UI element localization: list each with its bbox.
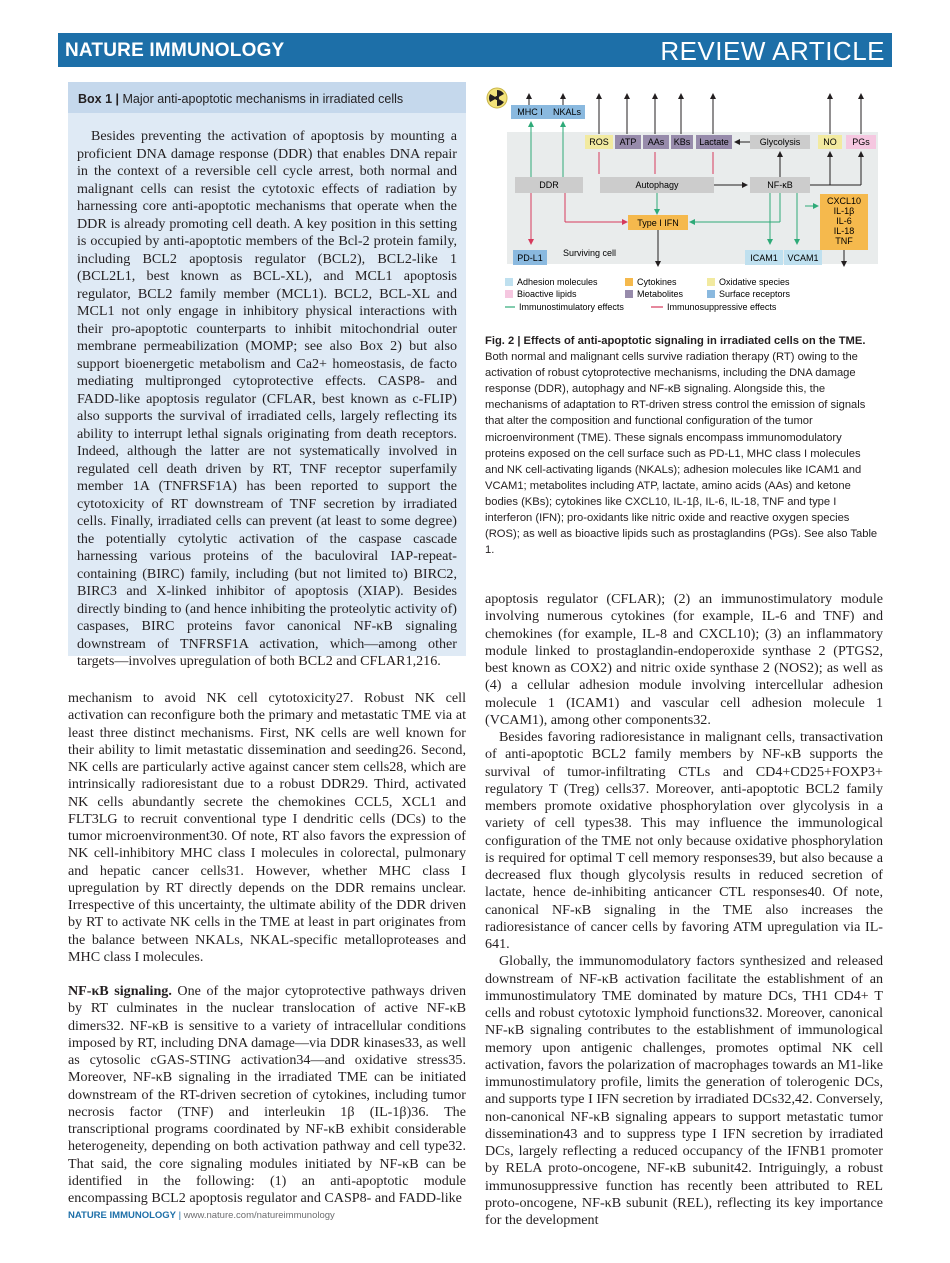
label-lactate: Lactate xyxy=(699,137,729,147)
journal-name: NATURE IMMUNOLOGY xyxy=(65,40,285,61)
footer-separator: | xyxy=(176,1210,184,1221)
box-1-title xyxy=(68,82,466,113)
right-column xyxy=(485,591,883,1229)
label-vcam1: VCAM1 xyxy=(787,253,819,263)
label-ddr: DDR xyxy=(539,180,559,190)
caption-label: Fig. 2 | Effects of anti-apoptotic signaling in irradiated cells on the TME. xyxy=(485,335,866,347)
box-1 xyxy=(68,82,466,669)
label-icam1: ICAM1 xyxy=(750,253,778,263)
label-pd-l1: PD-L1 xyxy=(517,253,543,263)
label-tnf: TNF xyxy=(835,236,853,246)
label-autophagy: Autophagy xyxy=(635,180,679,190)
label-cxcl10: CXCL10 xyxy=(826,196,862,206)
label-il1b: IL-1β xyxy=(833,206,855,216)
label-nkal: NKALs xyxy=(552,107,582,117)
label-mhc: MHC I xyxy=(517,107,543,117)
label-aas: AAs xyxy=(647,137,665,147)
label-kbs: KBs xyxy=(673,137,691,147)
label-il6: IL-6 xyxy=(836,216,852,226)
figure-legend xyxy=(505,277,791,312)
figure-2-caption xyxy=(485,333,880,558)
footer-journal: NATURE IMMUNOLOGY xyxy=(68,1210,177,1221)
box-1-body: Besides preventing the activation of apoptosis by mounting a proficient DNA damage response (DDR) that enables DNA repair in the context of a reversible cell cycle arrest, both normal and malignant cells can resist the cytotoxic effects of radiation by harnessing core anti-apoptotic mechanisms that operate when the DDR is already promoting cell death. A key position in this setting is occupied by anti-apoptotic members of the Bcl-2 protein family, including BCL2 apoptosis regulator (BCL2), BCL2-like 1 (BCL2L1, best known as BCL-XL), and MCL1 apoptosis regulator, BCL2 family member (MCL1). BCL2, BCL-XL and MCL1 not only engage in inhibitory physical interactions with their pro-apoptotic counterparts to inhibit mitochondrial outer membrane permeabilization (MOMP; see also Box 2) but also support bioenergetic metabolism and Ca2+ homeostasis, de facto mediating multipronged cytoprotective effects. CASP8- and FADD-like apoptosis regulator (CFLAR, best known as c-FLIP) also supports the survival of irradiated cells, largely reflecting its ability to interrupt lethal signals originating from death receptors. Indeed, although the latter are not systematically involved in regulated cell death driven by RT, TNF receptor superfamily member 1A (TNFRSF1A) has been reported to support the cytotoxicity of RT downstream of TNF secretion by irradiated cells. Finally, irradiated cells can prevent (at least to some degree) the potentially cytolytic activation of the caspase cascade harnessing various proteins of the baculoviral IAP-repeat-containing (BIRC) family, including (but not limited to) BIRC2, BIRC3 and X-linked inhibitor of apoptosis (XIAP). Besides directly binding to (and hence inhibiting the proteolytic activity of) caspases, BIRC proteins favor canonical NF-κB signaling downstream of TNFRSF1A activation, which—among other targets—involves upregulation of both BCL2 and CFLAR1,216. xyxy=(77,128,457,669)
footer-url[interactable]: www.nature.com/natureimmunology xyxy=(183,1210,335,1221)
legend-supp: Immunosuppressive effects xyxy=(667,302,777,312)
legend-metabolites: Metabolites xyxy=(637,289,684,299)
legend-receptors: Surface receptors xyxy=(719,289,791,299)
left-column xyxy=(68,690,466,1207)
label-atp: ATP xyxy=(619,137,637,147)
figure-2-diagram xyxy=(485,86,880,318)
legend-stim: Immunostimulatory effects xyxy=(519,302,624,312)
label-surviving-cell: Surviving cell xyxy=(563,248,617,258)
label-type-i-ifn: Type I IFN xyxy=(637,218,679,228)
journal-header-bar xyxy=(58,33,892,67)
left-paragraph-2 xyxy=(68,983,466,1207)
section-heading-nfkb: NF-κB signaling. xyxy=(68,983,172,999)
left-paragraph-1: mechanism to avoid NK cell cytotoxicity27. Robust NK cell activation can reconfigure both the primary and metastatic TME via at least three distinct mechanisms. First, NK cells are well known for their ability to limit metastatic dissemination and seeding26. Second, NK cells are particularly active against cancer stem cells28, which are intrinsically radioresistant due to a robust DDR29. Third, activated NK cells abundantly secrete the chemokines CCL5, XCL1 and FLT3LG to recruit conventional type I dendritic cells (DCs) to the tumor microenvironment30. Of note, RT also favors the expression of NK cell-inhibitory MHC class I molecules in colorectal, pulmonary and hepatic cancer cells31. However, whether MHC class I upregulation by RT directly depends on the DDR remains unclear. Irrespective of this uncertainty, the ultimate ability of the DDR driven by RT to activate NK cells in the TME at least in part originates from the balance between NKALs, NKAL-specific metalloproteases and MHC class I molecules. xyxy=(68,690,466,965)
box-1-label: Box 1 | xyxy=(78,92,120,106)
left-paragraph-2-text: One of the major cytoprotective pathways driven by RT culminates in the nuclear translocation of active NF-κB dimers32. NF-κB is sensitive to a variety of intracellular conditions imposed by RT, including DNA damage—via DDR kinases33, as well as cytosolic cGAS-STING activation34—and oxidative stress35. Moreover, NF-κB signaling in the irradiated TME can be initiated downstream of the RT-driven secretion of cytokines, including tumor necrosis factor (TNF) and interleukin 1β (IL-1β)36. The transcriptional programs coordinated by NF-κB exhibit considerable heterogeneity, depending on both activation pathway and cell type32. That said, the core signaling modules initiated by NF-κB can be identified in the following: (1) an anti-apoptotic module encompassing BCL2 apoptosis regulator and CASP8- and FADD-like xyxy=(68,983,466,1206)
legend-oxidative: Oxidative species xyxy=(719,277,790,287)
label-nfkb: NF-κB xyxy=(767,180,793,190)
right-paragraph-2: Besides favoring radioresistance in malignant cells, transactivation of anti-apoptotic BCL2 family members by NF-κB supports the survival of tumor-infiltrating CTLs and CD4+CD25+FOXP3+ regulatory T (Treg) cells37. Moreover, anti-apoptotic BCL2 family members promote oxidative phosphorylation over glycolysis in a variety of cell types38. This may influence the immunological configuration of the TME not only because oxidative phosphorylation is required for optimal T cell memory responses39, but also because a decreased flux though glycolysis results in reduced secretion of lactate, hence de-inhibiting anticancer CTL responses40. Of note, canonical NF-κB signaling in the TME also increases the radioresistance of cancer cells by favoring ATM upregulation via IL-641. xyxy=(485,729,883,952)
legend-lipids: Bioactive lipids xyxy=(517,289,577,299)
figure-2 xyxy=(485,86,880,318)
radiation-icon xyxy=(487,88,507,108)
box-1-heading: Major anti-apoptotic mechanisms in irradiated cells xyxy=(119,92,404,106)
legend-adhesion: Adhesion molecules xyxy=(517,277,598,287)
right-paragraph-3: Globally, the immunomodulatory factors synthesized and released downstream of NF-κB activation facilitate the establishment of an immunostimulatory TME dominated by mature DCs, TH1 CD4+ T cells and robust cytotoxic lymphoid functions32. Moreover, canonical NF-κB signaling contributes to the establishment of immunological memory upon antigenic challenges, promotes optimal NK cell activation, favors the polarization of macrophages towards an M1-like immunostimulatory profile, limits the generation of tolerogenic DCs, and supports type I IFN secretion by irradiated DCs32,42. Conversely, non-canonical NF-κB signaling appears to support metastatic tumor dissemination43 and to suppress type I IFN secretion by irradiated DCs, largely reflecting a reduced occupancy of the IFNB1 promoter by RELA proto-oncogene, NF-κB subunit42. Intriguingly, a robust immunosuppressive function has recently been attributed to REL proto-oncogene, NF-κB subunit (REL), reflecting its key importance for the development xyxy=(485,953,883,1228)
label-ros: ROS xyxy=(589,137,609,147)
label-glycolysis: Glycolysis xyxy=(759,137,801,147)
caption-text: Both normal and malignant cells survive radiation therapy (RT) owing to the activation of robust cytoprotective mechanisms, including the DNA damage response (DDR), autophagy and NF-κB signaling. Alongside this, the mechanisms of adaptation to RT-driven stress control the emission of signals that alter the composition and functional configuration of the tumor microenvironment (TME). These signals encompass immunomodulatory proteins exposed on the cell surface such as PD-L1, MHC class I molecules and NK cell-activating ligands (NKALs); adhesion molecules like ICAM1 and VCAM1; metabolites including ATP, lactate, amino acids (AAs) and ketone bodies (KBs); cytokines like CXCL10, IL-1β, IL-6, IL-18, TNF and type I interferon (IFN); pro-oxidants like nitric oxide and reactive oxygen species (ROS); as well as bioactive lipids such as prostaglandins (PGs). See also Table 1. xyxy=(485,351,878,557)
legend-cytokines: Cytokines xyxy=(637,277,677,287)
label-pgs: PGs xyxy=(852,137,870,147)
page-footer xyxy=(68,1210,335,1221)
right-paragraph-1: apoptosis regulator (CFLAR); (2) an immunostimulatory module involving numerous cytokines (for example, IL-6 and TNF) and chemokines (for example, IL-8 and CXCL10); (3) an inflammatory module linked to prostaglandin-endoperoxide synthase 2 (PTGS2, best known as COX2) and nitric oxide synthase 2 (NOS2); as well as (4) a cellular adhesion module involving intercellular adhesion molecule 1 (ICAM1) and vascular cell adhesion molecule 1 (VCAM1), among other components32. xyxy=(485,591,883,728)
label-no: NO xyxy=(823,137,837,147)
article-type: REVIEW ARTICLE xyxy=(660,36,885,66)
label-il18: IL-18 xyxy=(833,226,855,236)
